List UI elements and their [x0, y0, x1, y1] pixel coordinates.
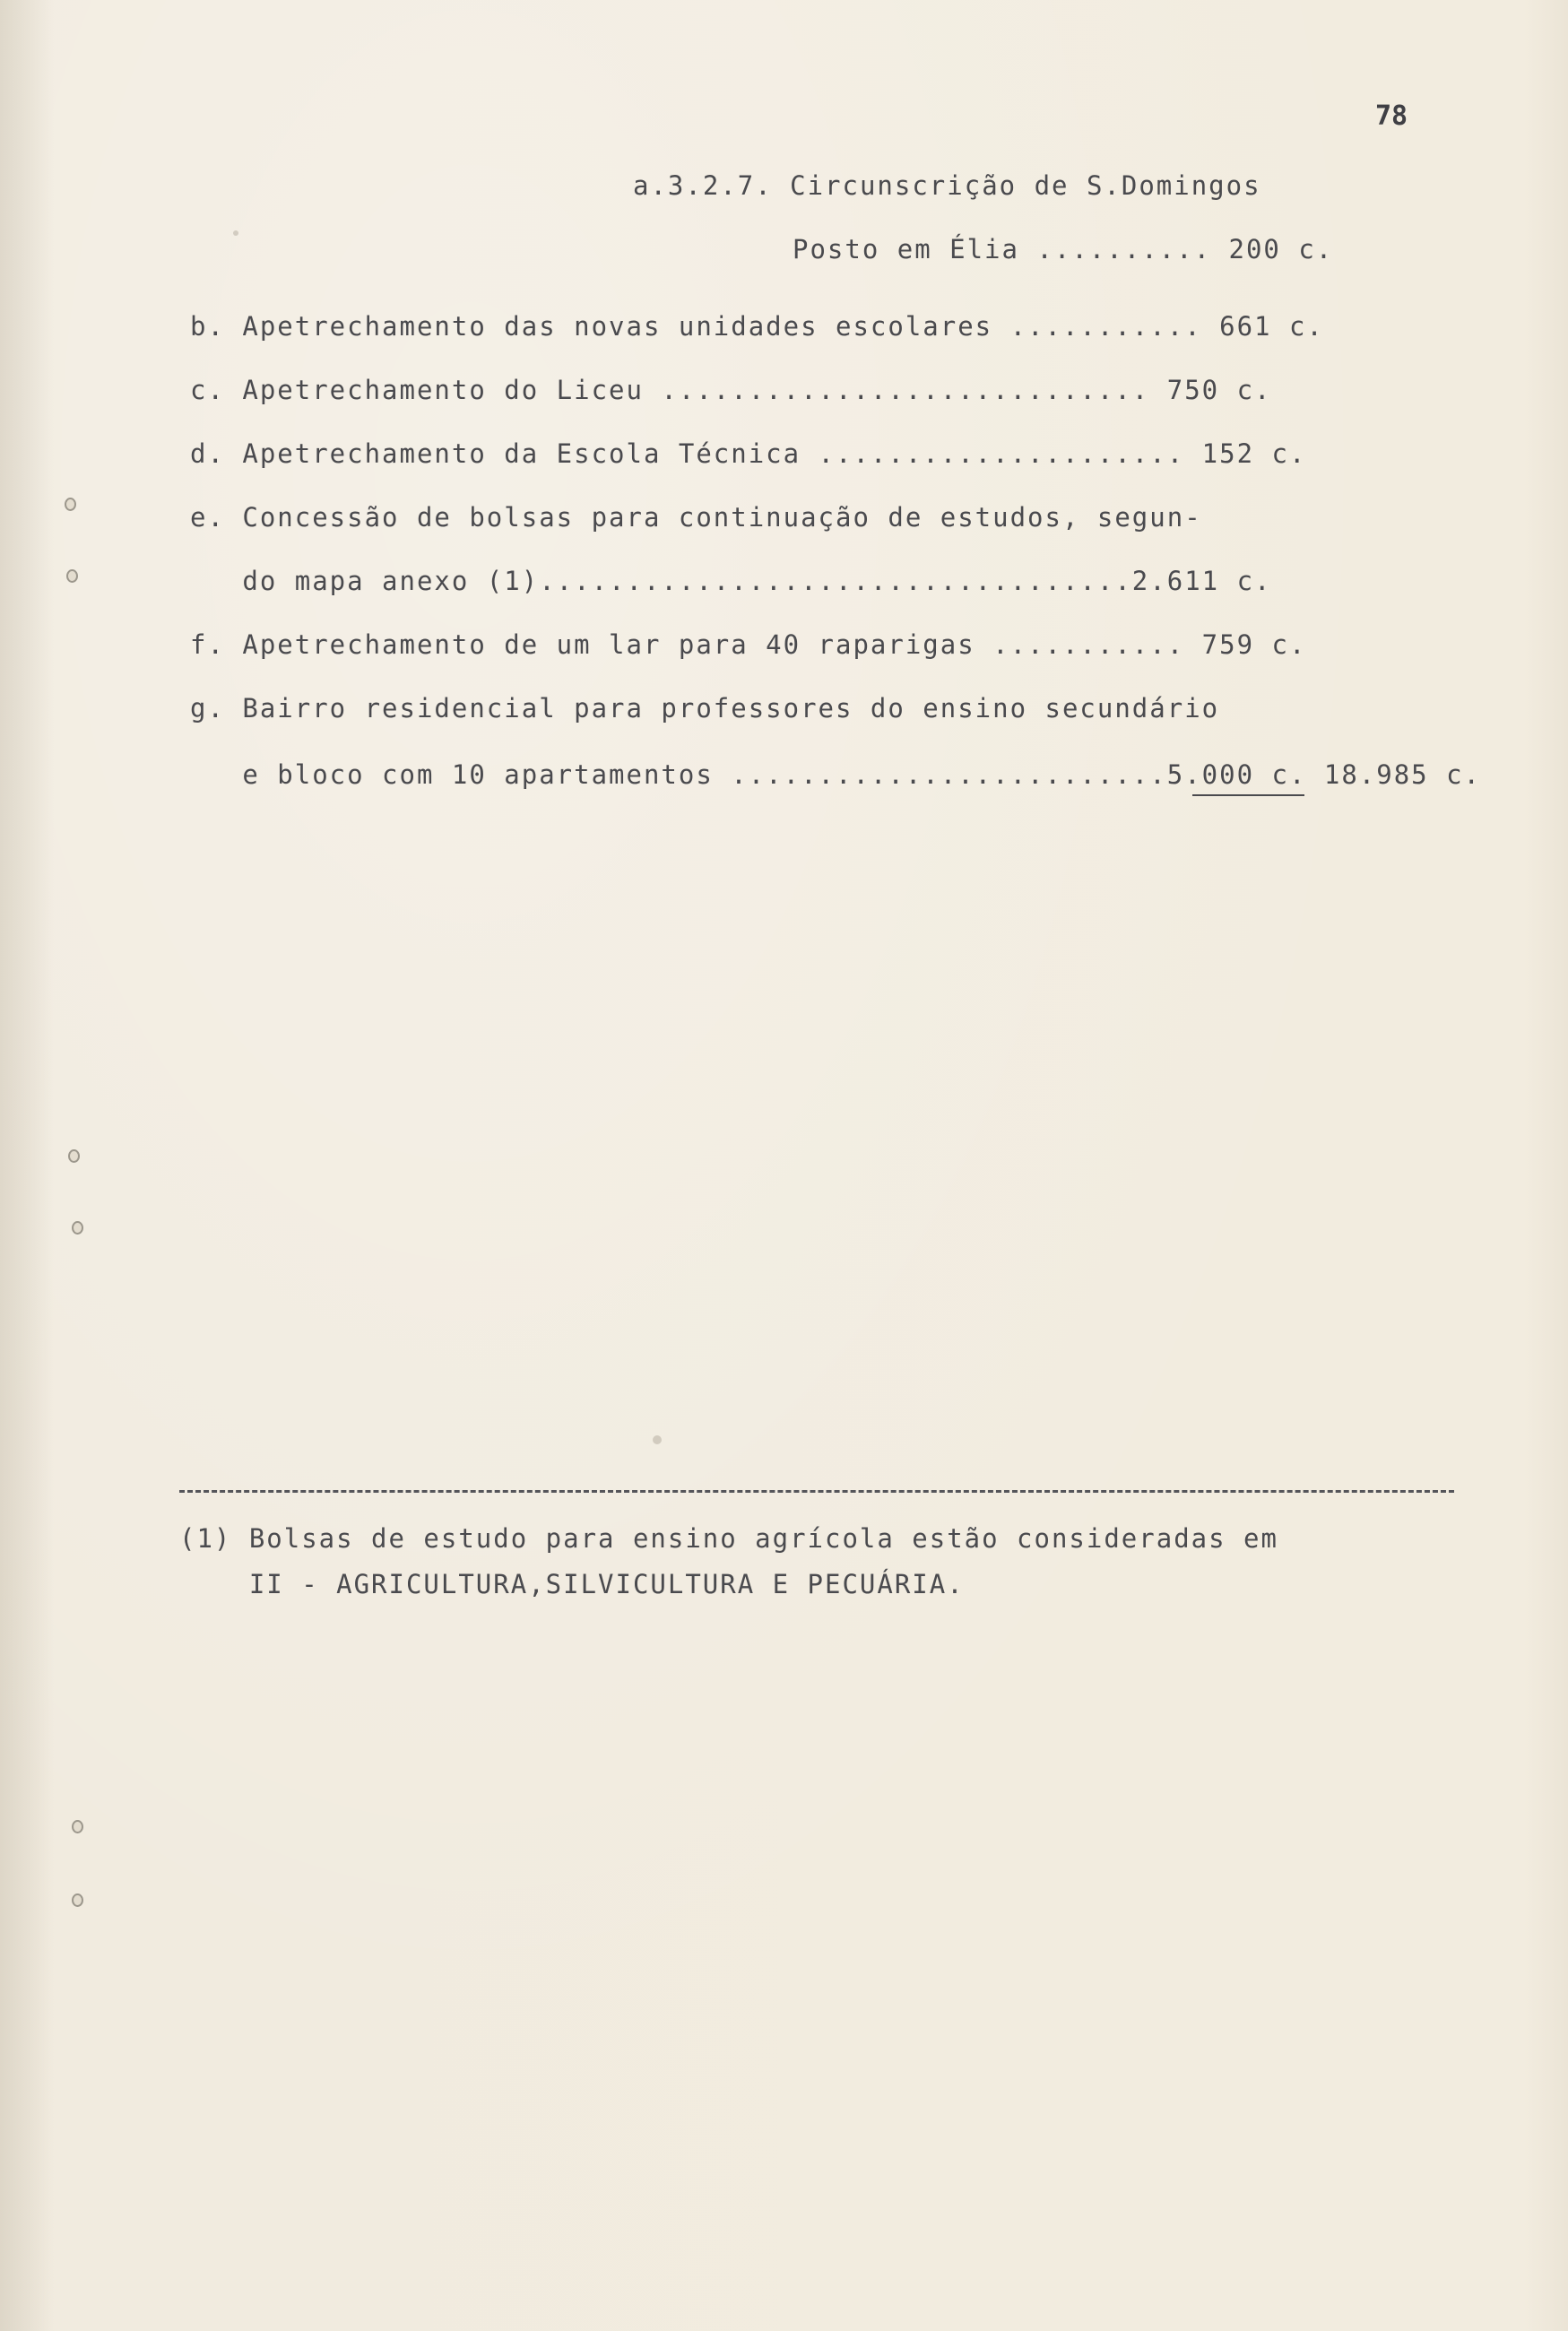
page-number: 78: [1375, 100, 1408, 132]
paper-spot: [233, 230, 238, 236]
page-edge-shadow: [0, 0, 54, 2331]
punch-hole-mark: [65, 498, 76, 511]
footnote-line-1: (1) Bolsas de estudo para ensino agrícola estão consideradas em: [179, 1523, 1278, 1554]
punch-hole-mark: [66, 569, 78, 583]
item-line-g-cont: e bloco com 10 apartamentos .........................5.000 c. 18.985 c.: [190, 759, 1482, 790]
punch-hole-mark: [72, 1820, 83, 1833]
paper-spot: [653, 1435, 662, 1444]
punch-hole-mark: [68, 1149, 80, 1163]
item-line-e-cont: do mapa anexo (1)..................................2.611 c.: [190, 566, 1272, 596]
subtotal-underline: [1192, 794, 1304, 796]
section-heading: a.3.2.7. Circunscrição de S.Domingos: [633, 170, 1261, 201]
punch-hole-mark: [72, 1221, 83, 1235]
footnote-separator: [179, 1490, 1454, 1493]
item-line-c: c. Apetrechamento do Liceu ............................ 750 c.: [190, 375, 1272, 405]
item-line-d: d. Apetrechamento da Escola Técnica ..................... 152 c.: [190, 438, 1307, 469]
item-line-b: b. Apetrechamento das novas unidades escolares ........... 661 c.: [190, 311, 1324, 342]
punch-hole-mark: [72, 1893, 83, 1907]
footnote-line-2: II - AGRICULTURA,SILVICULTURA E PECUÁRIA.: [179, 1569, 965, 1599]
item-line-f: f. Apetrechamento de um lar para 40 raparigas ........... 759 c.: [190, 629, 1307, 660]
item-line-g: g. Bairro residencial para professores do ensino secundário: [190, 693, 1220, 724]
section-sub-line: Posto em Élia .......... 200 c.: [793, 234, 1334, 264]
item-line-e: e. Concessão de bolsas para continuação de estudos, segun-: [190, 502, 1202, 533]
